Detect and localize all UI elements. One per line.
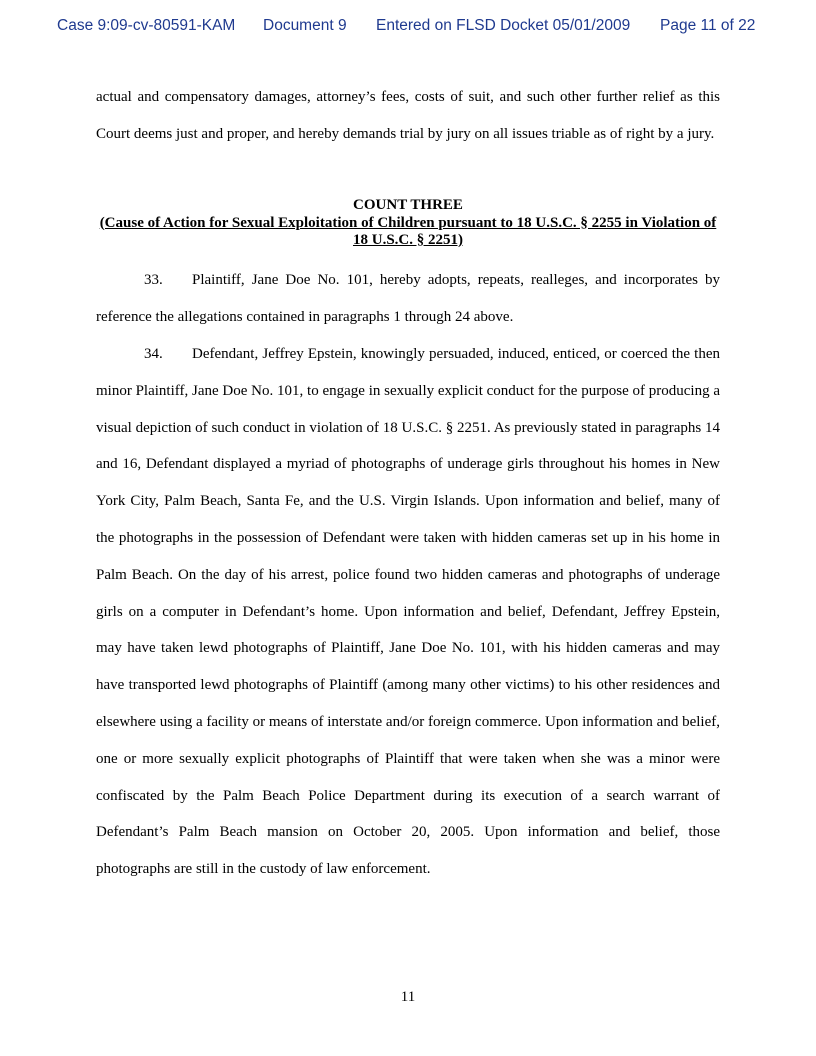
docket-header (0, 17, 816, 39)
page-count: Page 11 of 22 (660, 17, 756, 34)
docket-entry-date: Entered on FLSD Docket 05/01/2009 (376, 17, 631, 34)
paragraph-34 (96, 336, 720, 888)
case-number: Case 9:09-cv-80591-KAM (57, 17, 236, 34)
carryover-paragraph: actual and compensatory damages, attorney’s fees, costs of suit, and such other further relief as this Court deems just and proper, and hereby demands trial by jury on all issues triable as of right by a jury. (96, 89, 720, 142)
paragraph-text: Defendant, Jeffrey Epstein, knowingly persuaded, induced, enticed, or coerced the then minor Plaintiff, Jane Doe No. 101, to engage in sexually explicit conduct for the purpose of producing a visual depiction of such conduct in violation of 18 U.S.C. § 2251. As previously stated in paragraphs 14 and 16, Defendant displayed a myriad of photographs of underage girls throughout his homes in New York City, Palm Beach, Santa Fe, and the U.S. Virgin Islands. Upon information and belief, many of the photographs in the possession of Defendant were taken with hidden cameras set up in his home in Palm Beach. On the day of his arrest, police found two hidden cameras and photographs of underage girls on a computer in Defendant’s home. Upon information and belief, Defendant, Jeffrey Epstein, may have taken lewd photographs of Plaintiff, Jane Doe No. 101, with his hidden cameras and may have transported lewd photographs of Plaintiff (among many other victims) to his other residences and elsewhere using a facility or means of interstate and/or foreign commerce. Upon information and belief, one or more sexually explicit photographs of Plaintiff that were taken when she was a minor were confiscated by the Palm Beach Police Department during its execution of a search warrant of Defendant’s Palm Beach mansion on October 20, 2005. Upon information and belief, those photographs are still in the custody of law enforcement. (96, 346, 720, 878)
paragraph-number: 34. (144, 346, 163, 362)
paragraph-text: Plaintiff, Jane Doe No. 101, hereby adopts, repeats, realleges, and incorporates by reference the allegations contained in paragraphs 1 through 24 above. (96, 272, 720, 325)
document-number: Document 9 (263, 17, 347, 34)
paragraph-33 (96, 262, 720, 336)
count-heading (96, 197, 720, 250)
paragraph-number: 33. (144, 272, 163, 288)
count-subtitle: (Cause of Action for Sexual Exploitation of Children pursuant to 18 U.S.C. § 2255 in Violation of 18 U.S.C. § 2251) (99, 214, 717, 248)
count-title: COUNT THREE (353, 197, 463, 213)
page-number: 11 (400, 989, 416, 1005)
